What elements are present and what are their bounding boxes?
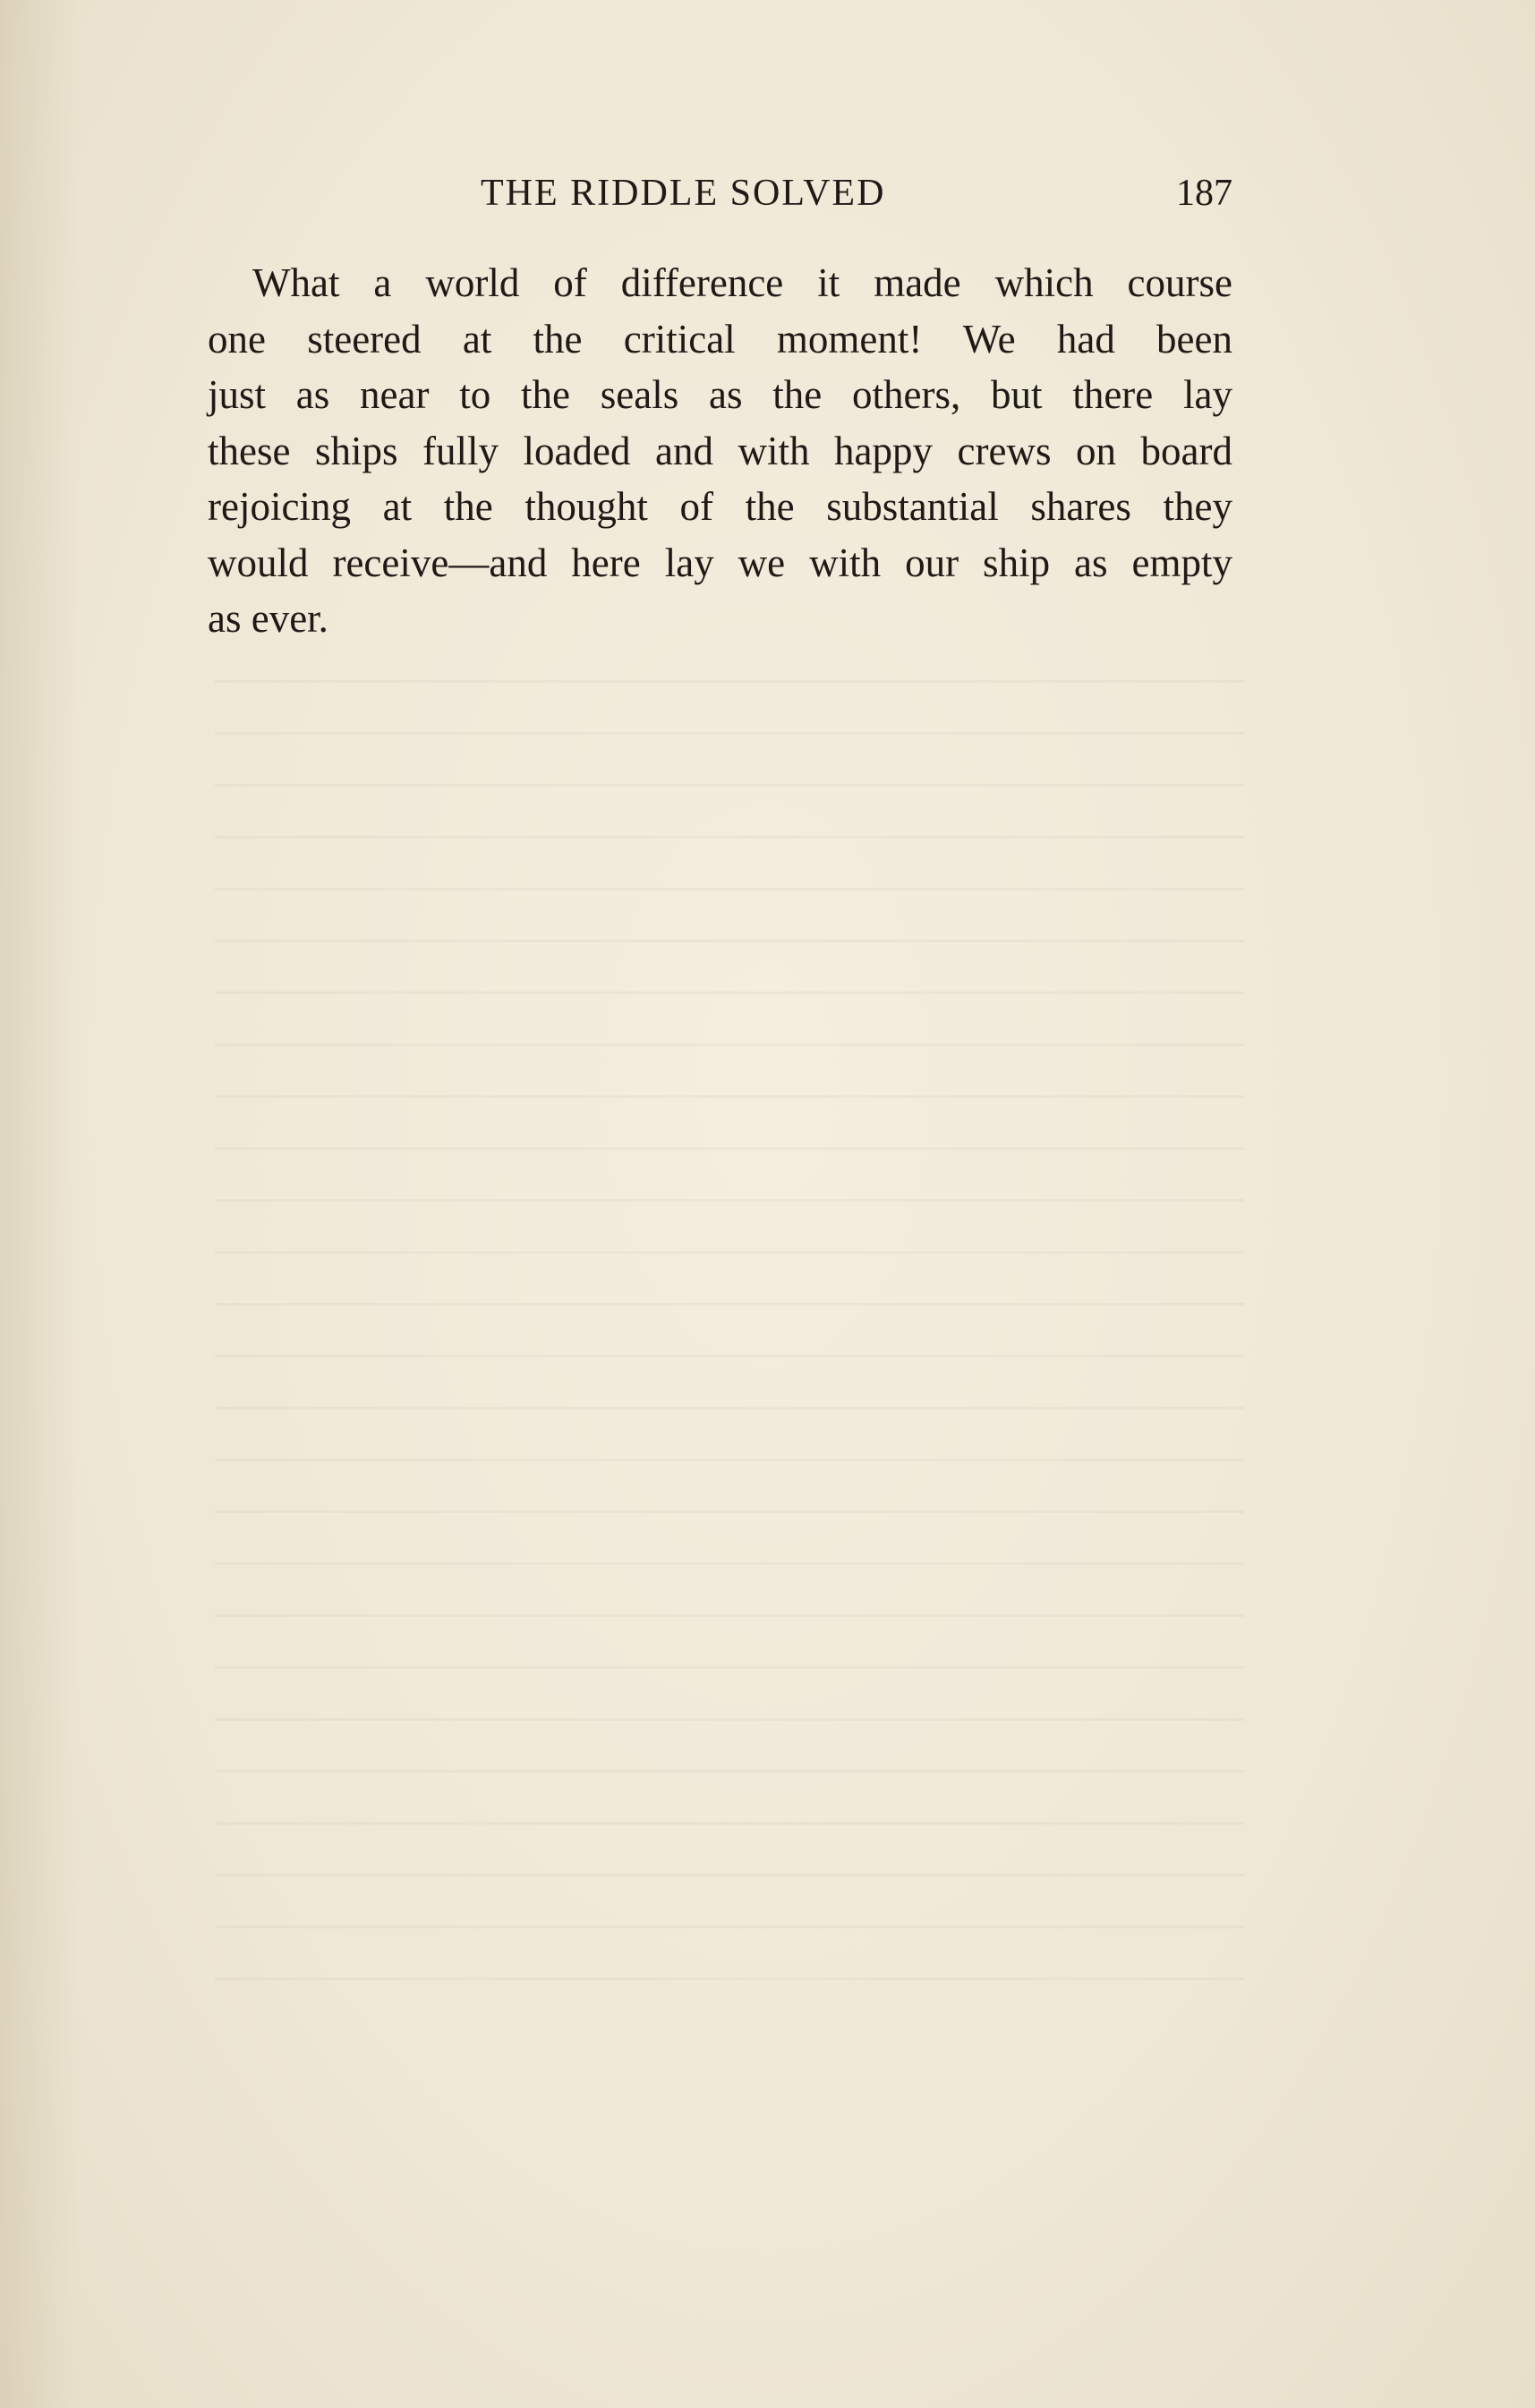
text-line: these ships fully loaded and with happy crews on board <box>208 428 1232 473</box>
page-number: 187 <box>1176 173 1232 214</box>
text-line: just as near to the seals as the others, but there lay <box>208 372 1232 417</box>
text-line: one steered at the critical moment! We had been <box>208 316 1232 362</box>
text-line: What a world of difference it made which course <box>252 260 1232 305</box>
running-title: THE RIDDLE SOLVED <box>481 173 886 214</box>
body-paragraph <box>208 255 1232 647</box>
page-gutter-shadow <box>0 0 81 2408</box>
page-header <box>208 172 1232 225</box>
text-line: would receive—and here lay we with our ship as empty <box>208 540 1232 585</box>
show-through-text <box>215 680 1244 2004</box>
text-line: rejoicing at the thought of the substantial shares they <box>208 484 1232 529</box>
text-line: as ever. <box>208 596 328 641</box>
